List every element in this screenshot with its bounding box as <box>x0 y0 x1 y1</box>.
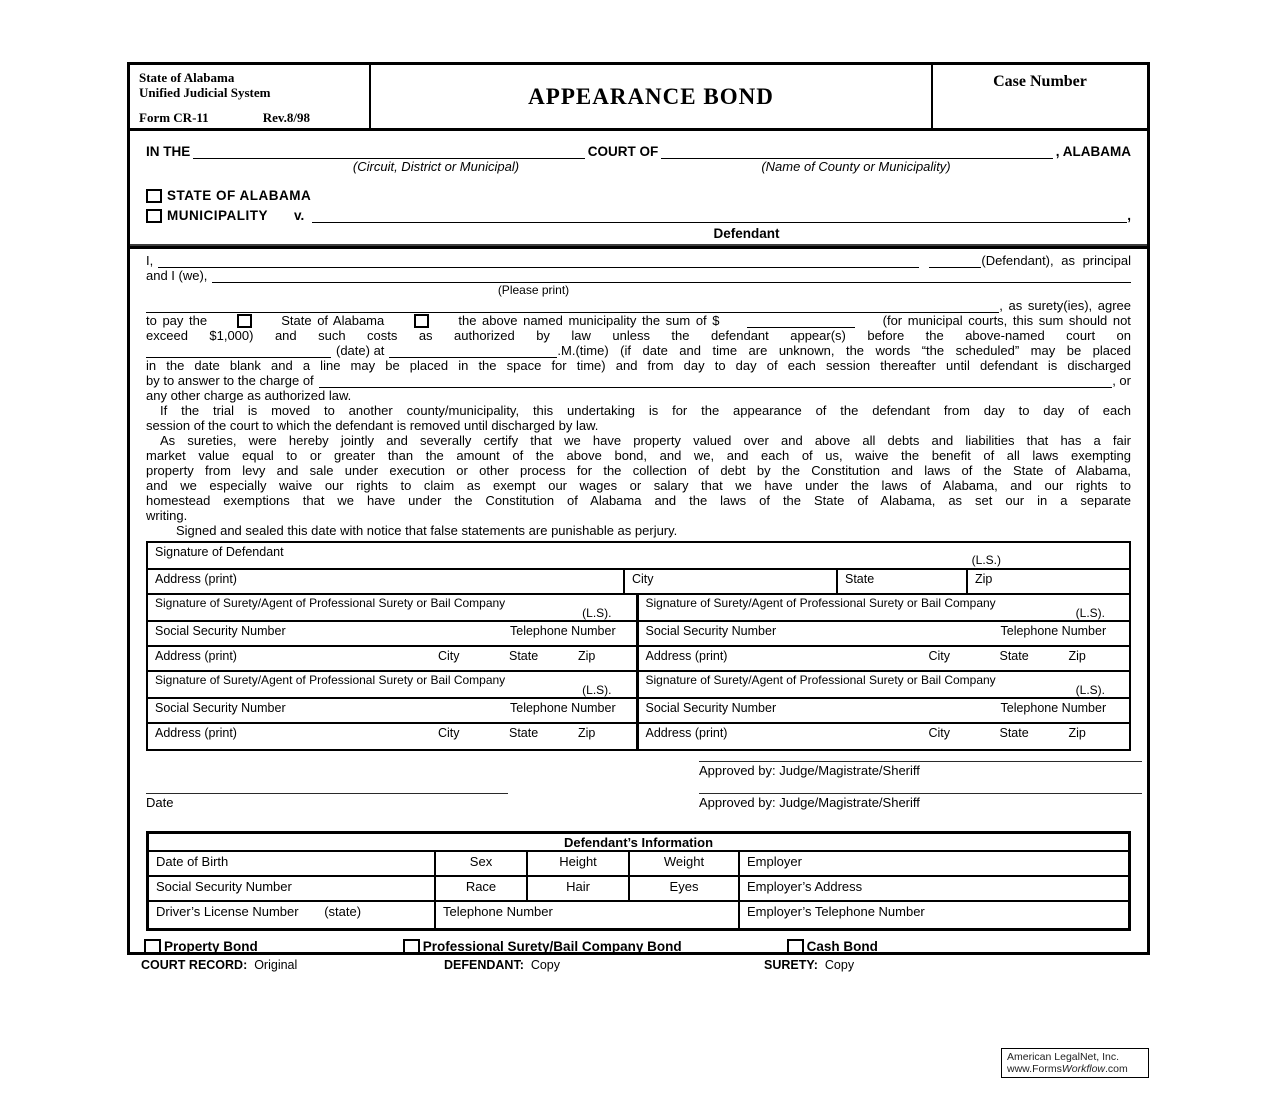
surety-extra-input[interactable] <box>146 300 999 313</box>
drivers-license-cell[interactable] <box>149 902 436 928</box>
dl-state-label: (state) <box>324 904 362 919</box>
defendant-signature-cell[interactable] <box>148 543 1129 570</box>
other-charge-line <box>146 388 1131 403</box>
info-row-1 <box>149 852 1128 877</box>
surety-signature-cell[interactable] <box>148 672 636 699</box>
ssn-label: Social Security Number <box>156 879 292 894</box>
paragraph-line: homestead exemptions that we have under the Constitution of Alabama and the laws of the State of Alabama, as set our in a separate <box>146 493 1131 508</box>
charge-pre: by to answer to the charge of <box>146 372 314 388</box>
surety-signature-cell[interactable] <box>639 595 1130 622</box>
date-blank-line: in the date blank and a line may be placed in the space for time) and from day to day of each session thereafter until defendant is discharged <box>146 358 1131 373</box>
defendant-copy-value: Copy <box>530 958 560 972</box>
case-number-cell[interactable] <box>933 65 1147 128</box>
employer-address-label: Employer’s Address <box>747 879 863 894</box>
height-label: Height <box>559 854 597 869</box>
dob-label: Date of Birth <box>156 854 229 869</box>
telephone-cell[interactable] <box>436 902 740 928</box>
bond-body-text <box>130 249 1147 538</box>
principal-pre: I, <box>146 252 154 268</box>
principal-post: (Defendant), as principal <box>981 252 1131 268</box>
approved-by-label: Approved by: Judge/Magistrate/Sheriff <box>699 795 920 810</box>
race-label: Race <box>465 879 497 894</box>
surety-ssn-phone-row[interactable] <box>639 622 1130 647</box>
surety-ssn-phone-row[interactable] <box>148 699 636 724</box>
city-label: City <box>632 572 654 586</box>
defendant-city-cell[interactable] <box>625 570 838 593</box>
form-border <box>127 62 1150 955</box>
surety-row-2 <box>148 672 1129 749</box>
date-block <box>146 793 508 810</box>
hair-label: Hair <box>566 879 590 894</box>
header-agency-cell <box>130 65 371 128</box>
surety-copy-label: SURETY: <box>764 958 818 972</box>
alabama-label: , ALABAMA <box>1055 144 1132 159</box>
employer-label: Employer <box>747 854 802 869</box>
sex-cell[interactable] <box>436 852 528 875</box>
height-cell[interactable] <box>528 852 630 875</box>
eyes-cell[interactable] <box>630 877 740 900</box>
trailing-comma: , <box>1127 208 1131 223</box>
city-label: City <box>928 726 951 740</box>
surety-signature-label: Signature of Surety/Agent of Professional Surety or Bail Company <box>155 673 506 687</box>
address-label: Address (print) <box>645 649 728 663</box>
url-italic: Workflow <box>1061 1063 1106 1075</box>
approved-by-block-1 <box>699 761 1142 778</box>
pay-municipality-checkbox[interactable] <box>414 314 429 328</box>
weight-cell[interactable] <box>630 852 740 875</box>
court-record-label: COURT RECORD: <box>141 958 248 972</box>
sureties-certify-paragraph <box>146 433 1131 523</box>
paragraph-line: and we especially waive our rights to claim as exempt our wages or salary that we have under the laws of Alabama, and our rights to <box>146 478 1131 493</box>
defendant-signature-label: Signature of Defendant <box>155 545 284 559</box>
defendant-caption: Defendant <box>713 226 780 241</box>
versus-label: v. <box>294 208 305 223</box>
state-label: State <box>509 649 539 663</box>
in-the-label: IN THE <box>146 144 191 159</box>
court-captions <box>146 159 1131 175</box>
ls-seal-label: (L.S). <box>1075 606 1105 620</box>
court-caption-section <box>130 131 1147 244</box>
page-title: APPEARANCE BOND <box>528 83 774 109</box>
ssn-label: Social Security Number <box>155 624 286 638</box>
surety-signature-cell[interactable] <box>639 672 1130 699</box>
approval-section <box>146 751 1131 831</box>
paragraph-line: market value equal to or greater than the amount of the above bond, and we, and each of us, waive the benefit of all laws exempting <box>146 448 1131 463</box>
phone-label: Telephone Number <box>510 624 616 638</box>
municipality-checkbox[interactable] <box>146 209 162 223</box>
court-line <box>146 144 1131 159</box>
surety-block-4 <box>639 672 1130 749</box>
employer-cell[interactable] <box>740 852 1128 875</box>
defendant-address-row <box>148 570 1129 595</box>
form-header <box>130 65 1147 131</box>
defendant-info-table <box>146 831 1131 931</box>
sureties-line <box>146 268 1131 283</box>
pay-sum-text: the above named municipality the sum of $ <box>458 312 720 328</box>
employer-address-cell[interactable] <box>740 877 1128 900</box>
surety-address-row[interactable] <box>639 647 1130 672</box>
property-bond-label: Property Bond <box>164 939 258 954</box>
employer-phone-label: Employer’s Telephone Number <box>747 904 925 919</box>
exceed-line: exceed $1,000) and such costs as authorized by law unless the defendant appear(s) before the above-named court on <box>146 328 1131 343</box>
defendant-state-cell[interactable] <box>838 570 968 593</box>
form-number: Form CR-11 <box>139 110 209 125</box>
court-name-input[interactable] <box>193 144 585 159</box>
case-number-label: Case Number <box>993 73 1087 90</box>
surety-block-3 <box>148 672 639 749</box>
agency-line1: State of Alabama <box>139 70 235 85</box>
cash-bond-checkbox[interactable] <box>787 939 804 955</box>
state-label: State <box>509 726 539 740</box>
pay-note-text: (for municipal courts, this sum should not <box>882 312 1131 328</box>
court-time-input[interactable] <box>389 345 557 358</box>
surety-copy <box>764 958 854 972</box>
zip-label: Zip <box>1068 726 1086 740</box>
professional-bond-checkbox[interactable] <box>403 939 420 955</box>
defendant-info-title: Defendant’s Information <box>149 834 1128 852</box>
property-bond-checkbox[interactable] <box>144 939 161 955</box>
state-of-alabama-label: STATE OF ALABAMA <box>167 188 312 203</box>
surety-signature-label: Signature of Surety/Agent of Professional Surety or Bail Company <box>645 596 996 610</box>
circuit-caption: (Circuit, District or Municipal) <box>352 159 520 174</box>
ls-seal-label: (L.S). <box>582 606 612 620</box>
ls-seal-label: (L.S). <box>1075 683 1105 697</box>
surety-agree-line <box>146 298 1131 313</box>
time-note-text: .M.(time) (if date and time are unknown, the words “the scheduled” may be placed <box>557 342 1131 358</box>
state-of-alabama-row <box>146 187 1131 204</box>
paragraph-line: session of the court to which the defendant is removed until discharged by law. <box>146 418 599 433</box>
pay-state-label: State of Alabama <box>281 312 385 328</box>
paragraph-line: If the trial is moved to another county/municipality, this undertaking is for the appearance of the defendant from day to day of each <box>160 403 1131 418</box>
county-caption: (Name of County or Municipality) <box>761 159 951 174</box>
drivers-license-label: Driver’s License Number <box>156 904 299 919</box>
court-record-copy <box>141 958 297 972</box>
defendant-address-cell[interactable] <box>148 570 625 593</box>
pay-line <box>146 313 1131 328</box>
sureties-names-input[interactable] <box>212 270 1131 283</box>
employer-phone-cell[interactable] <box>740 902 1128 928</box>
address-label: Address (print) <box>155 572 237 586</box>
surety-address-row[interactable] <box>148 647 636 672</box>
charge-input[interactable] <box>319 375 1113 388</box>
surety-signature-cell[interactable] <box>148 595 636 622</box>
url-suffix: .com <box>1105 1063 1128 1075</box>
principal-short-blank[interactable] <box>929 255 981 268</box>
phone-label: Telephone Number <box>1000 701 1107 715</box>
defendant-copy-label: DEFENDANT: <box>444 958 524 972</box>
surety-signature-label: Signature of Surety/Agent of Professional Surety or Bail Company <box>155 596 506 610</box>
court-date-input[interactable] <box>146 345 331 358</box>
paragraph-line: property from levy and sale under execution or other process for the collection of debt by the Constitution and laws of the State of Alabama, <box>146 463 1131 478</box>
legalnet-url <box>1007 1063 1143 1075</box>
ssn-label: Social Security Number <box>645 624 777 638</box>
paragraph-line: writing. <box>146 508 188 523</box>
city-label: City <box>928 649 951 663</box>
court-record-value: Original <box>254 958 298 972</box>
date-at-label: (date) at <box>336 342 385 358</box>
cash-bond-item <box>787 939 878 955</box>
surety-address-row[interactable] <box>639 724 1130 749</box>
cash-bond-label: Cash Bond <box>806 939 878 954</box>
sureties-pre: and I (we), <box>146 267 208 283</box>
address-label: Address (print) <box>155 726 237 740</box>
header-title-cell <box>371 65 933 128</box>
state-label: State <box>845 572 875 586</box>
surety-signature-label: Signature of Surety/Agent of Professional Surety or Bail Company <box>645 673 996 687</box>
phone-label: Telephone Number <box>510 701 616 715</box>
property-bond-item <box>144 939 258 955</box>
professional-bond-item <box>403 939 682 955</box>
charge-post: , or <box>1112 372 1131 388</box>
trial-moved-paragraph <box>146 403 1131 433</box>
weight-label: Weight <box>663 854 705 869</box>
info-row-2 <box>149 877 1128 902</box>
signed-sealed-line: Signed and sealed this date with notice that false statements are punishable as perjury. <box>176 523 678 538</box>
state-label: State <box>999 649 1029 663</box>
eyes-label: Eyes <box>669 879 699 894</box>
court-of-label: COURT OF <box>587 144 659 159</box>
county-name-input[interactable] <box>661 144 1053 159</box>
zip-label: Zip <box>1068 649 1086 663</box>
surety-block-2 <box>639 595 1130 672</box>
legalnet-name: American LegalNet, Inc. <box>1007 1051 1120 1063</box>
ls-seal-label: (L.S.) <box>971 553 1001 567</box>
surety-address-row[interactable] <box>148 724 636 749</box>
surety-ssn-phone-row[interactable] <box>639 699 1130 724</box>
hair-cell[interactable] <box>528 877 630 900</box>
city-label: City <box>438 649 460 663</box>
ssn-cell[interactable] <box>149 877 436 900</box>
signature-table <box>146 541 1131 751</box>
bond-amount-input[interactable] <box>747 315 855 328</box>
ls-seal-label: (L.S). <box>582 683 612 697</box>
approved-by-label: Approved by: Judge/Magistrate/Sheriff <box>699 763 920 778</box>
date-time-line <box>146 343 1131 358</box>
phone-label: Telephone Number <box>443 904 553 919</box>
city-label: City <box>438 726 460 740</box>
principal-name-input[interactable] <box>158 255 919 268</box>
surety-row-1 <box>148 595 1129 672</box>
approved-by-block-2 <box>699 793 1142 810</box>
other-charge-text: any other charge as authorized law. <box>146 387 352 403</box>
address-label: Address (print) <box>645 726 728 740</box>
state-label: State <box>999 726 1029 740</box>
date-label: Date <box>146 795 174 810</box>
form-revision: Rev.8/98 <box>262 110 310 125</box>
charge-line <box>146 373 1131 388</box>
ssn-label: Social Security Number <box>155 701 286 715</box>
info-row-3 <box>149 902 1128 928</box>
phone-label: Telephone Number <box>1000 624 1107 638</box>
address-label: Address (print) <box>155 649 237 663</box>
defendant-zip-cell[interactable] <box>968 570 1129 593</box>
principal-line <box>146 253 1131 268</box>
paragraph-line: As sureties, were hereby jointly and severally certify that we have property valued over and above all debts and liabilities that has a fair <box>160 433 1131 448</box>
pay-pre: to pay the <box>146 312 208 328</box>
municipality-row <box>146 207 1131 224</box>
zip-label: Zip <box>975 572 993 586</box>
url-prefix: www.Forms <box>1007 1063 1062 1075</box>
agency-line2: Unified Judicial System <box>139 85 271 100</box>
legalnet-logo <box>1001 1048 1149 1078</box>
sex-label: Sex <box>469 854 493 869</box>
municipality-label: MUNICIPALITY <box>167 208 268 223</box>
surety-ssn-phone-row[interactable] <box>148 622 636 647</box>
defendant-name-input[interactable] <box>312 209 1127 223</box>
professional-bond-label: Professional Surety/Bail Company Bond <box>422 939 682 954</box>
pay-state-checkbox[interactable] <box>237 314 252 328</box>
please-print-caption: (Please print) <box>497 283 570 297</box>
race-cell[interactable] <box>436 877 528 900</box>
dob-cell[interactable] <box>149 852 436 875</box>
surety-copy-value: Copy <box>824 958 855 972</box>
surety-agree-text: , as surety(ies), agree <box>999 297 1131 313</box>
defendant-copy <box>444 958 560 972</box>
surety-block-1 <box>148 595 639 672</box>
zip-label: Zip <box>578 726 596 740</box>
ssn-label: Social Security Number <box>645 701 777 715</box>
zip-label: Zip <box>578 649 596 663</box>
state-of-alabama-checkbox[interactable] <box>146 189 162 203</box>
